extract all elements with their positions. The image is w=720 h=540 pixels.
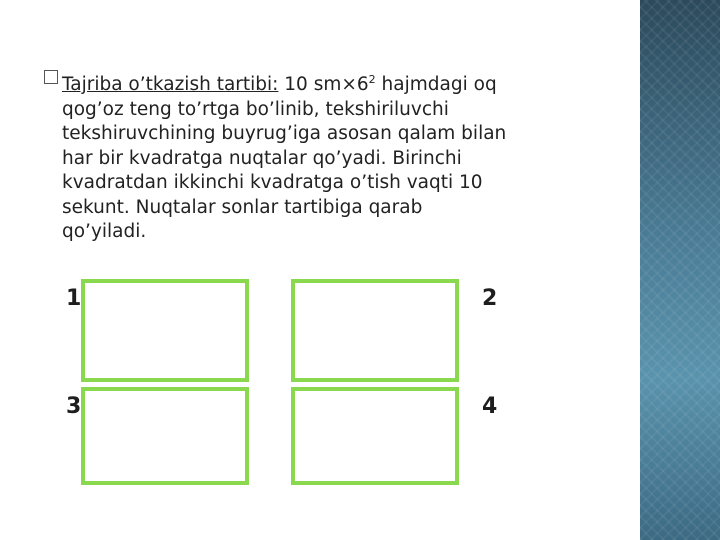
- instruction-line-5: kvadratdan ikkinchi kvadratga o’tish vaqti 10: [62, 172, 483, 193]
- instruction-line-1: Tajriba o’tkazish tartibi: 10 $sm\times 6^2$ hajmdagi oq: [62, 73, 497, 95]
- bullet-icon: [44, 70, 58, 84]
- instruction-label: Tajriba o’tkazish tartibi:: [62, 74, 279, 95]
- instruction-line-4: har bir kvadratga nuqtalar qo’yadi. Birinchi: [62, 147, 462, 169]
- square-2: [291, 279, 459, 382]
- square-1: [81, 279, 249, 382]
- square-number-3: 3: [66, 394, 82, 419]
- square-4: [291, 387, 459, 485]
- instruction-line-3: tekshiruvchining buyrug’iga asosan qalam bilan: [62, 123, 507, 144]
- square-3: [81, 387, 249, 485]
- instruction-paragraph: [62, 68, 622, 245]
- square-number-1: 1: [66, 286, 82, 311]
- decorative-side-panel: [640, 0, 720, 540]
- instruction-line-2: qog’oz teng to’rtga bo’linib, tekshiriluvchi: [62, 98, 449, 120]
- instruction-line-7: qo’yiladi.: [62, 221, 147, 242]
- instruction-line-6: sekunt. Nuqtalar sonlar tartibiga qarab: [62, 196, 423, 218]
- square-number-4: 4: [482, 394, 498, 419]
- square-number-2: 2: [482, 286, 498, 311]
